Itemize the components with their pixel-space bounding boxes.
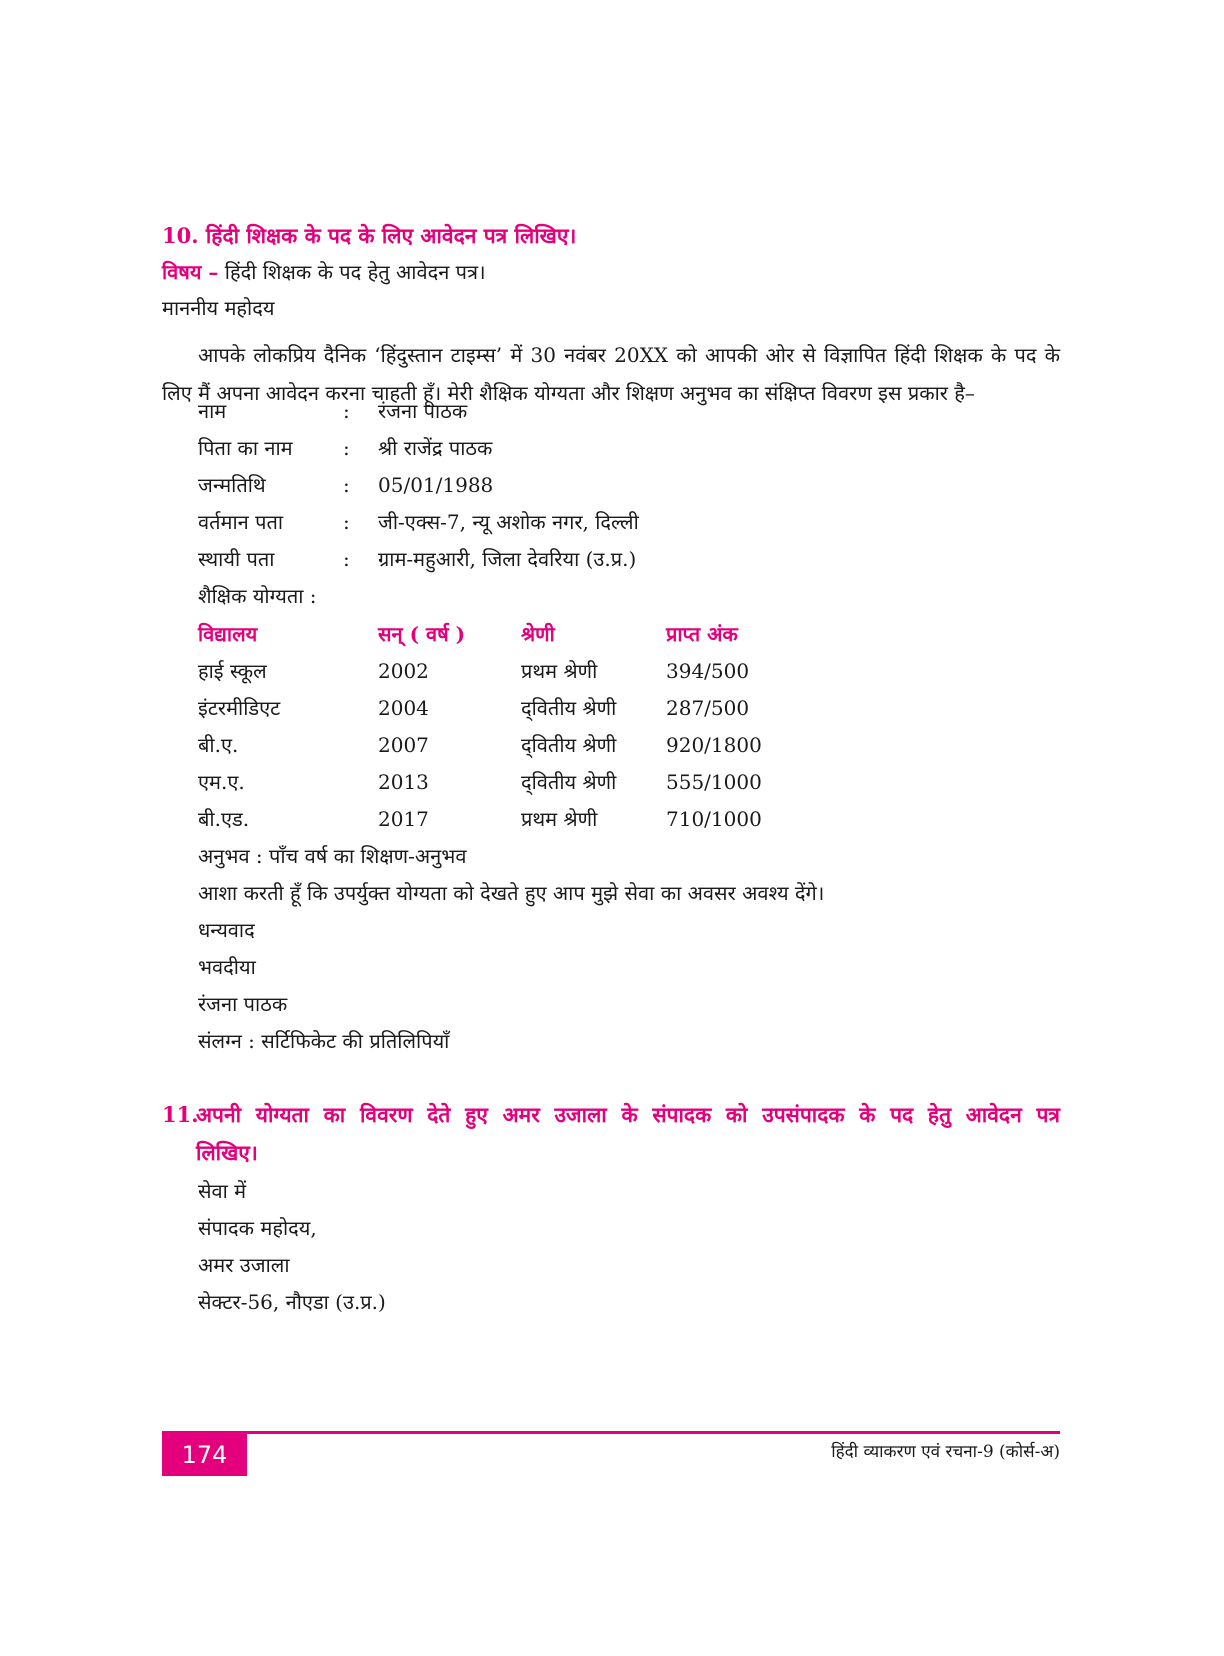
question-11-title-line1: अपनी योग्यता का विवरण देते हुए अमर उजाला के संपादक को उपसंपादक के पद हेतु आवेदन पत्र (196, 1102, 1060, 1127)
detail-separator: : (343, 436, 350, 460)
detail-separator: : (343, 473, 350, 497)
table-header: श्रेणी (521, 622, 555, 646)
table-header: विद्यालय (198, 622, 258, 646)
body-paragraph: आपके लोकप्रिय दैनिक ‘हिंदुस्तान टाइम्स’ में 30 नवंबर 20XX को आपकी ओर से विज्ञापित हिंदी शिक्षक के पद के लिए मैं अपना आवेदन करना चाहती हूँ। मेरी शैक्षिक योग्यता और शिक्षण अनुभव का संक्षिप्त विवरण इस प्रकार है– (162, 343, 1060, 405)
question-10-number: 10. (162, 223, 199, 248)
subject-text: हिंदी शिक्षक के पद हेतु आवेदन पत्र। (224, 260, 486, 284)
table-cell: द्‌वितीय श्रेणी (521, 733, 617, 757)
address-line: संपादक महोदय, (198, 1216, 317, 1240)
table-cell: 2013 (378, 770, 429, 794)
detail-label: स्थायी पता (198, 547, 275, 571)
detail-separator: : (343, 510, 350, 534)
table-cell: इंटरमीडिएट (198, 696, 281, 720)
page-number: 174 (162, 1434, 247, 1476)
table-cell: द्‌वितीय श्रेणी (521, 696, 617, 720)
experience-line: अनुभव : पाँच वर्ष का शिक्षण-अनुभव (198, 844, 467, 868)
book-title: हिंदी व्याकरण एवं रचना-9 (कोर्स-अ) (831, 1442, 1060, 1462)
table-cell: 2004 (378, 696, 429, 720)
detail-separator: : (343, 399, 350, 423)
footer-rule (162, 1431, 1060, 1434)
address-line: सेक्टर-56, नौएडा (उ.प्र.) (198, 1290, 386, 1314)
table-cell: 2017 (378, 807, 429, 831)
detail-label: जन्मतिथि (198, 473, 266, 497)
detail-value: श्री राजेंद्र पाठक (378, 436, 493, 460)
salutation: माननीय महोदय (162, 296, 275, 320)
address-line: अमर उजाला (198, 1253, 290, 1277)
detail-label: पिता का नाम (198, 436, 293, 460)
question-11-number: 11. (162, 1102, 199, 1127)
detail-label: वर्तमान पता (198, 510, 284, 534)
table-cell: 2007 (378, 733, 429, 757)
table-header: प्राप्त अंक (666, 622, 738, 646)
detail-value: रंजना पाठक (378, 399, 468, 423)
table-cell: 555/1000 (666, 770, 762, 794)
detail-separator: : (343, 547, 350, 571)
detail-value: 05/01/1988 (378, 473, 494, 497)
table-cell: बी.एड. (198, 807, 250, 831)
detail-value: ग्राम-महुआरी, जिला देवरिया (उ.प्र.) (378, 547, 637, 571)
subject-label: विषय – (162, 260, 219, 284)
detail-label: नाम (198, 399, 227, 423)
table-cell: प्रथम श्रेणी (521, 659, 598, 683)
table-cell: 920/1800 (666, 733, 762, 757)
enclosure-line: संलग्न : सर्टिफिकेट की प्रतिलिपियाँ (198, 1029, 450, 1053)
table-cell: द्‌वितीय श्रेणी (521, 770, 617, 794)
question-10-heading (162, 222, 576, 250)
detail-value: जी-एक्स-7, न्यू अशोक नगर, दिल्ली (378, 510, 639, 534)
table-cell: बी.ए. (198, 733, 239, 757)
table-cell: 710/1000 (666, 807, 762, 831)
table-cell: 394/500 (666, 659, 750, 683)
thanks-line: धन्यवाद (198, 918, 255, 942)
signature-line: रंजना पाठक (198, 992, 288, 1016)
subject-line (162, 258, 486, 286)
address-line: सेवा में (198, 1179, 247, 1203)
table-cell: प्रथम श्रेणी (521, 807, 598, 831)
qualification-heading: शैक्षिक योग्यता : (198, 584, 317, 608)
yours-line: भवदीया (198, 955, 256, 979)
question-10-title: हिंदी शिक्षक के पद के लिए आवेदन पत्र लिखिए। (205, 223, 577, 248)
table-cell: एम.ए. (198, 770, 245, 794)
table-header: सन् ( वर्ष ) (378, 622, 466, 646)
table-cell: हाई स्कूल (198, 659, 267, 683)
closing-line: आशा करती हूँ कि उपर्युक्त योग्यता को देखते हुए आप मुझे सेवा का अवसर अवश्य देंगे। (198, 881, 825, 905)
table-cell: 287/500 (666, 696, 750, 720)
table-cell: 2002 (378, 659, 429, 683)
question-11-title-line2: लिखिए। (196, 1140, 258, 1165)
